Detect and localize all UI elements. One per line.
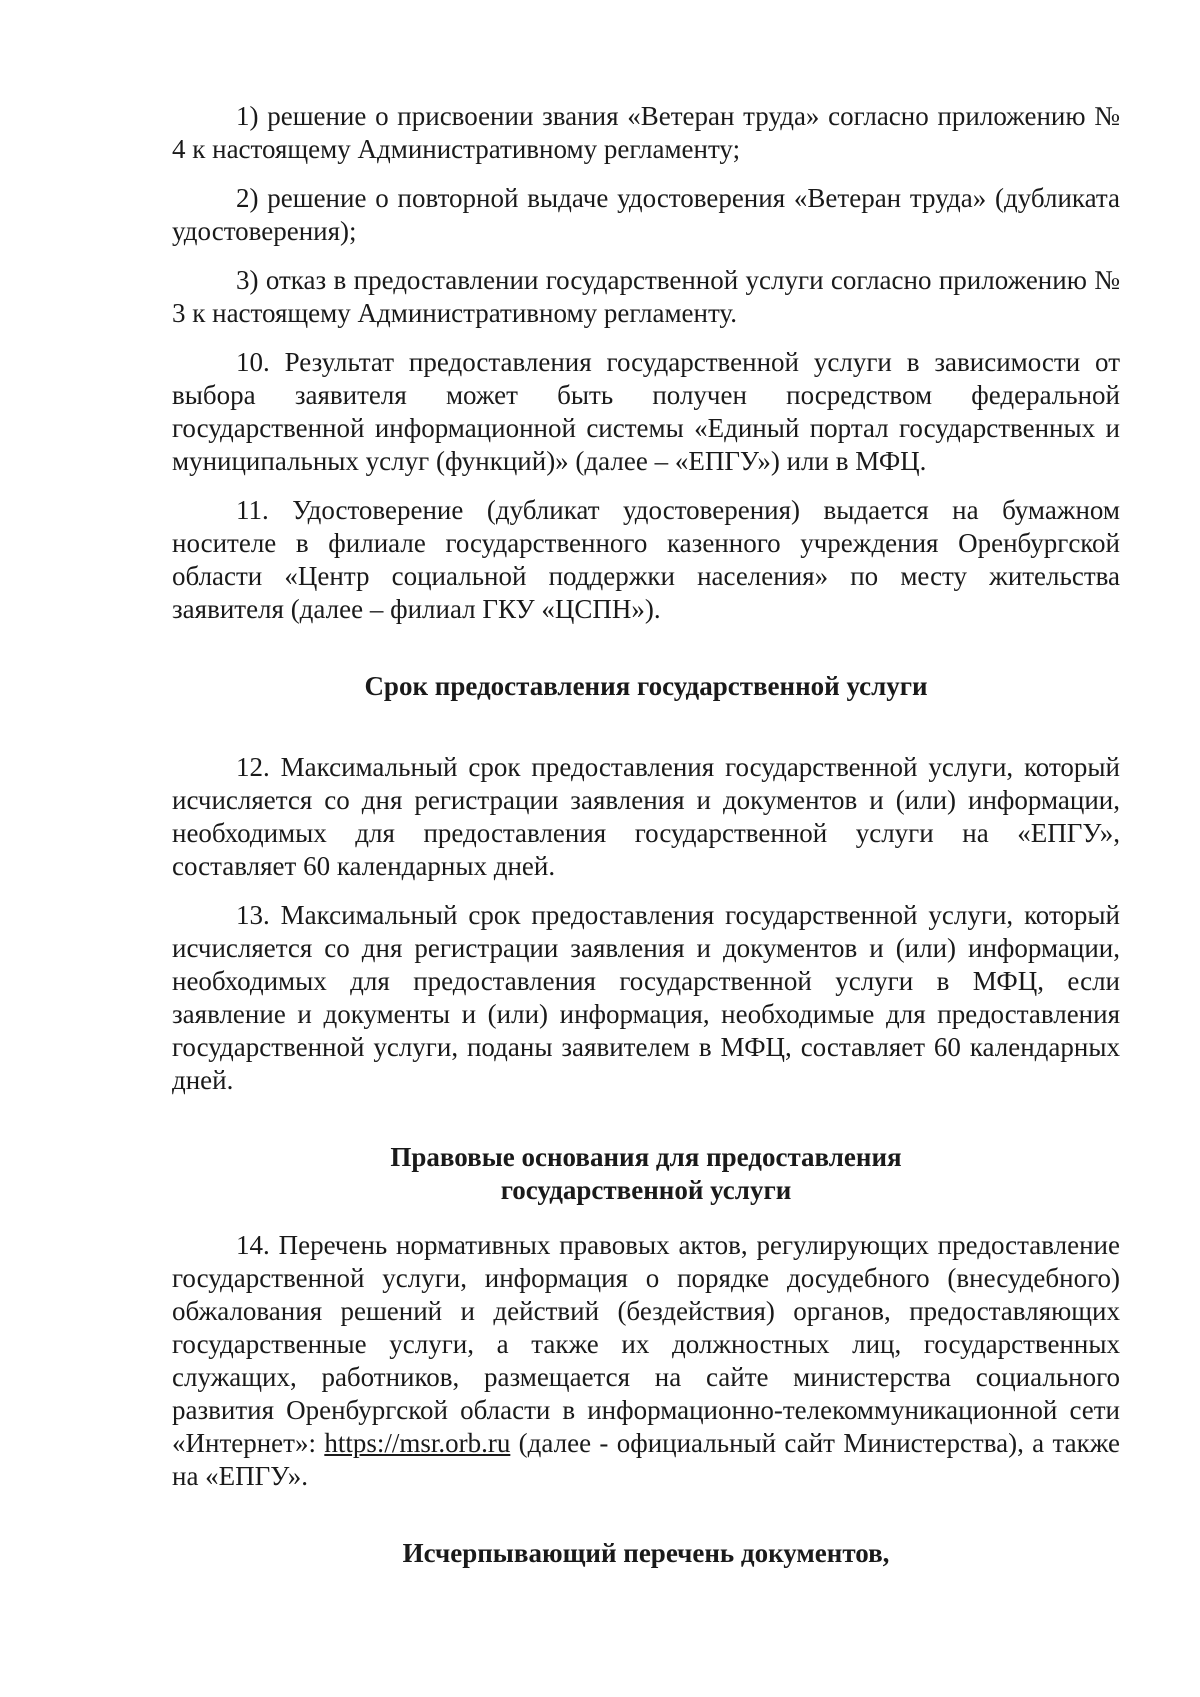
- heading-legal-grounds: [172, 1141, 1120, 1207]
- heading-service-term: Срок предоставления государственной услуги: [364, 671, 928, 701]
- paragraph-14: [172, 1229, 1120, 1493]
- paragraph-12: 12. Максимальный срок предоставления государственной услуги, который исчисляется со дня регистрации заявления и документов и (или) информации, необходимых для предоставления государственной услуги на «ЕПГУ», составляет 60 календарных дней.: [172, 752, 1120, 881]
- paragraph-result-1: 1) решение о присвоении звания «Ветеран труда» согласно приложению № 4 к настоящему Административному регламенту;: [172, 101, 1120, 164]
- paragraph-11: 11. Удостоверение (дубликат удостоверения) выдается на бумажном носителе в филиале государственного казенного учреждения Оренбургской области «Центр социальной поддержки населения» по месту жительства заявителя (далее – филиал ГКУ «ЦСПН»).: [172, 495, 1120, 624]
- heading-legal-grounds-line1: Правовые основания для предоставления: [390, 1142, 902, 1172]
- paragraph-13: 13. Максимальный срок предоставления государственной услуги, который исчисляется со дня регистрации заявления и документов и (или) информации, необходимых для предоставления государственной услуги в МФЦ, если заявление и документы и (или) информация, необходимые для предоставления государственной услуги, поданы заявителем в МФЦ, составляет 60 календарных дней.: [172, 900, 1120, 1095]
- paragraph-result-2: 2) решение о повторной выдаче удостоверения «Ветеран труда» (дубликата удостоверения);: [172, 183, 1120, 246]
- heading-legal-grounds-line2: государственной услуги: [500, 1175, 792, 1205]
- heading-documents-list: Исчерпывающий перечень документов,: [402, 1538, 890, 1568]
- document-page: [172, 100, 1120, 1570]
- paragraph-14-text-start: 14. Перечень нормативных правовых актов, регулирующих предоставление государственной услуги, информация о порядке досудебного (внесудебного) обжалования решений и действий (бездействия) органов, предоставляющих государственные услуги, а также их должностных лиц, государственных служащих, работников, размещается на сайте министерства социального развития Оренбургской области в информационно-телекоммуникационной сети «Интернет»:: [172, 1230, 1120, 1458]
- ministry-site-link[interactable]: https://msr.orb.ru: [324, 1428, 511, 1458]
- paragraph-14-text-end: (далее - официальный сайт Министерства), а также на «ЕПГУ».: [172, 1428, 1121, 1491]
- paragraph-result-3: 3) отказ в предоставлении государственной услуги согласно приложению № 3 к настоящему Административному регламенту.: [172, 265, 1120, 328]
- paragraph-10: 10. Результат предоставления государственной услуги в зависимости от выбора заявителя может быть получен посредством федеральной государственной информационной системы «Единый портал государственных и муниципальных услуг (функций)» (далее – «ЕПГУ») или в МФЦ.: [172, 347, 1120, 476]
